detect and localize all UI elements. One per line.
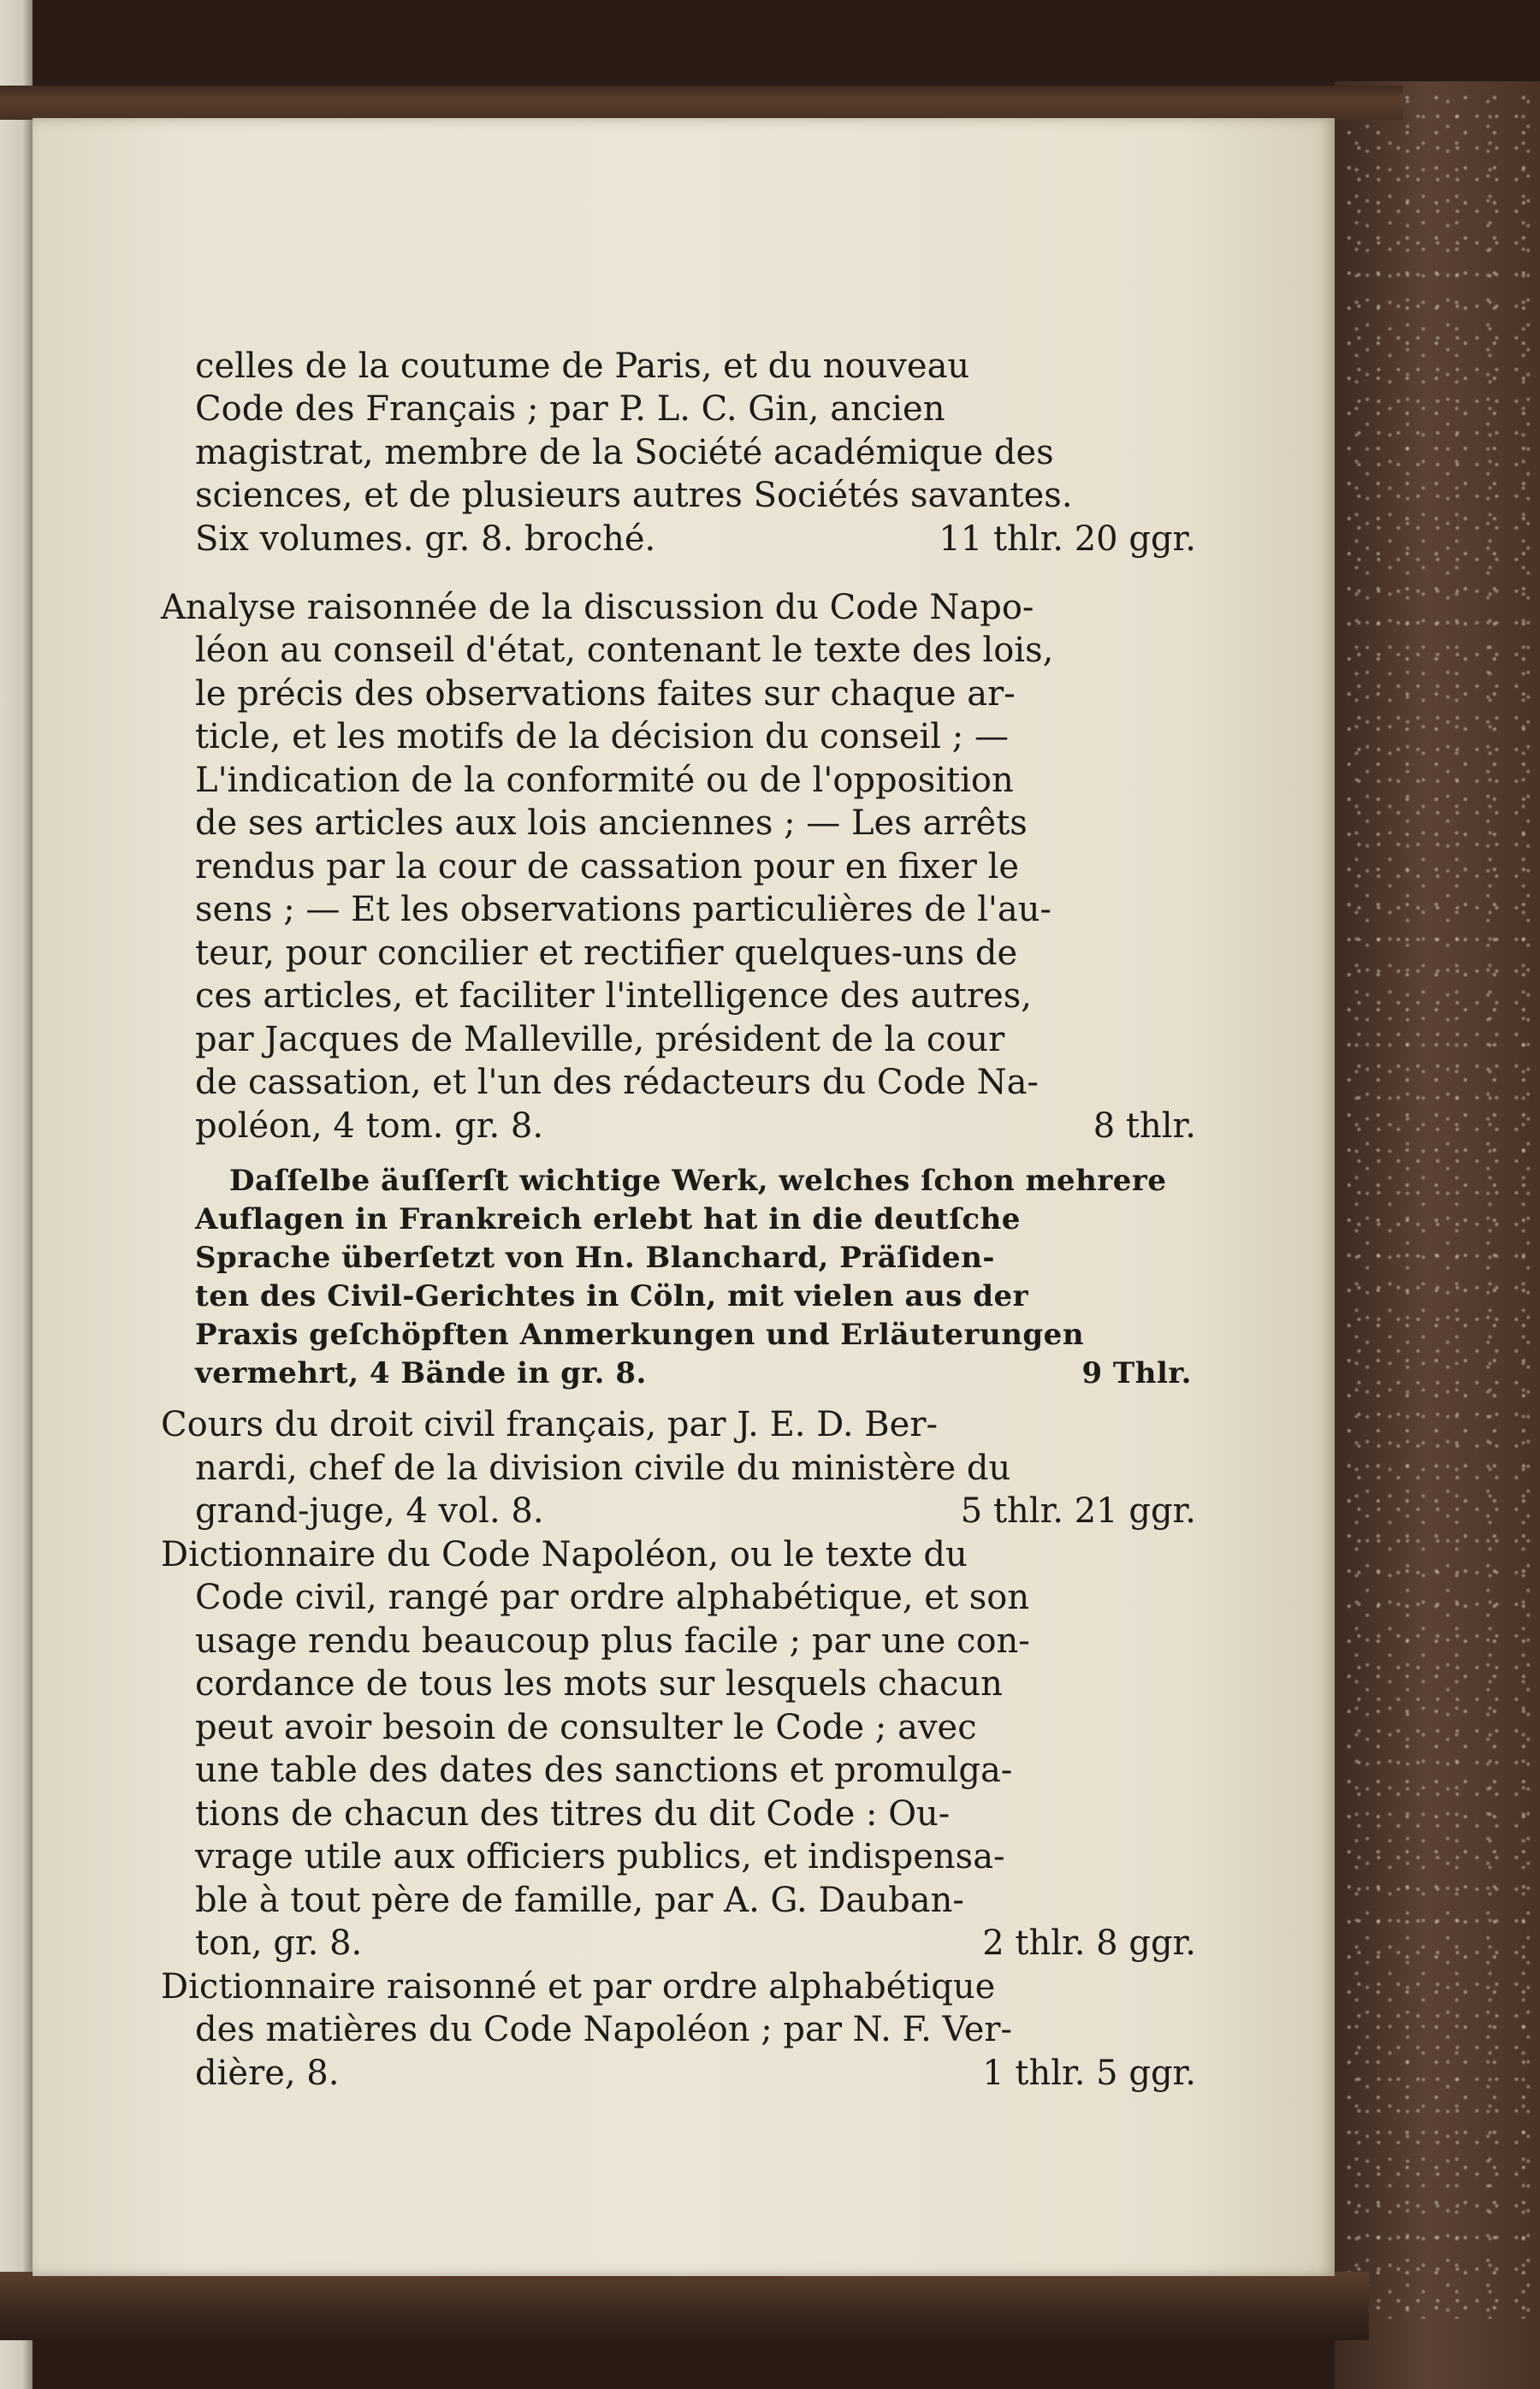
text-line: magistrat, membre de la Société académique des [195,433,1054,472]
text-line: nardi, chef de la division civile du ministère du [195,1449,1011,1488]
price: 1 thlr. 5 ggr. [982,2054,1196,2093]
german-text-line: ten des Civil-Gerichtes in Cöln, mit vielen aus der [195,1279,1029,1313]
text-line-with-price: Six volumes. gr. 8. broché. 11 thlr. 20 ggr. [195,519,1196,559]
german-text-line: Praxis geſchöpften Anmerkungen und Erläuterungen [195,1318,1085,1352]
book-top-edge [0,86,1403,120]
adjacent-page-edge [0,0,33,2389]
text-line: Code civil, rangé par ordre alphabétique, et son [195,1578,1030,1617]
text-line: de cassation, et l'un des rédacteurs du Code Na- [195,1063,1039,1102]
text-line: sens ; — Et les observations particulières de l'au- [195,890,1052,929]
text-line: tions de chacun des titres du dit Code : Ou- [195,1794,951,1834]
marbled-cover-texture [1343,94,1531,2319]
text-line: rendus par la cour de cassation pour en fixer le [195,847,1020,886]
entry-heading-line: Analyse raisonnée de la discussion du Code Napo- [161,588,1034,627]
text-line: léon au conseil d'état, contenant le texte des lois, [195,631,1054,670]
german-text-line: Auflagen in Frankreich erlebt hat in die deutſche [195,1202,1021,1236]
price: 5 thlr. 21 ggr. [960,1491,1196,1531]
text-line: Code des Français ; par P. L. C. Gin, ancien [195,389,945,429]
text-line: des matières du Code Napoléon ; par N. F. Ver- [195,2010,1013,2049]
text-line: celles de la coutume de Paris, et du nouveau [195,347,970,386]
text-line-with-price: grand-juge, 4 vol. 8. 5 thlr. 21 ggr. [195,1491,1196,1531]
text-line: de ses articles aux lois anciennes ; — Les arrêts [195,803,1028,843]
price: 11 thlr. 20 ggr. [939,519,1196,559]
price: 9 Thlr. [1081,1356,1192,1390]
text-line: ces articles, et faciliter l'intelligence des autres, [195,976,1032,1016]
text-line: peut avoir besoin de consulter le Code ; avec [195,1708,977,1747]
german-text-line: Daſſelbe äuſſerſt wichtige Werk, welches ſchon mehrere [229,1164,1167,1198]
text-line-with-price: poléon, 4 tom. gr. 8. 8 thlr. [195,1106,1196,1146]
text-line: cordance de tous les mots sur lesquels chacun [195,1664,1003,1704]
text-line: une table des dates des sanctions et promulga- [195,1751,1013,1790]
text-line: le précis des observations faites sur chaque ar- [195,674,1016,714]
entry-heading-line: Cours du droit civil français, par J. E. D. Ber- [161,1405,938,1444]
german-text-line-with-price: vermehrt, 4 Bände in gr. 8. 9 Thlr. [195,1356,1192,1390]
entry-heading-line: Dictionnaire du Code Napoléon, ou le texte du [161,1535,968,1574]
text-line: ticle, et les motifs de la décision du conseil ; — [195,717,1009,756]
text-line: teur, pour concilier et rectifier quelques-uns de [195,934,1018,973]
text-line: ble à tout père de famille, par A. G. Dauban- [195,1881,964,1920]
text-line: usage rendu beaucoup plus facile ; par une con- [195,1621,1030,1661]
text-line: sciences, et de plusieurs autres Sociétés savantes. [195,476,1073,515]
price: 2 thlr. 8 ggr. [982,1924,1196,1963]
text-line-with-price: ton, gr. 8. 2 thlr. 8 ggr. [195,1924,1196,1963]
text-line: vrage utile aux officiers publics, et indispensa- [195,1837,1005,1876]
text-line: L'indication de la conformité ou de l'opposition [195,761,1014,800]
text-line: par Jacques de Malleville, président de la cour [195,1020,1005,1059]
text-line-with-price: dière, 8. 1 thlr. 5 ggr. [195,2054,1196,2093]
book-page [33,118,1335,2276]
book-bottom-edge [0,2272,1369,2340]
price: 8 thlr. [1093,1106,1196,1146]
german-text-line: Sprache überſetzt von Hn. Blanchard, Präſiden- [195,1241,996,1275]
entry-heading-line: Dictionnaire raisonné et par ordre alphabétique [161,1967,996,2007]
